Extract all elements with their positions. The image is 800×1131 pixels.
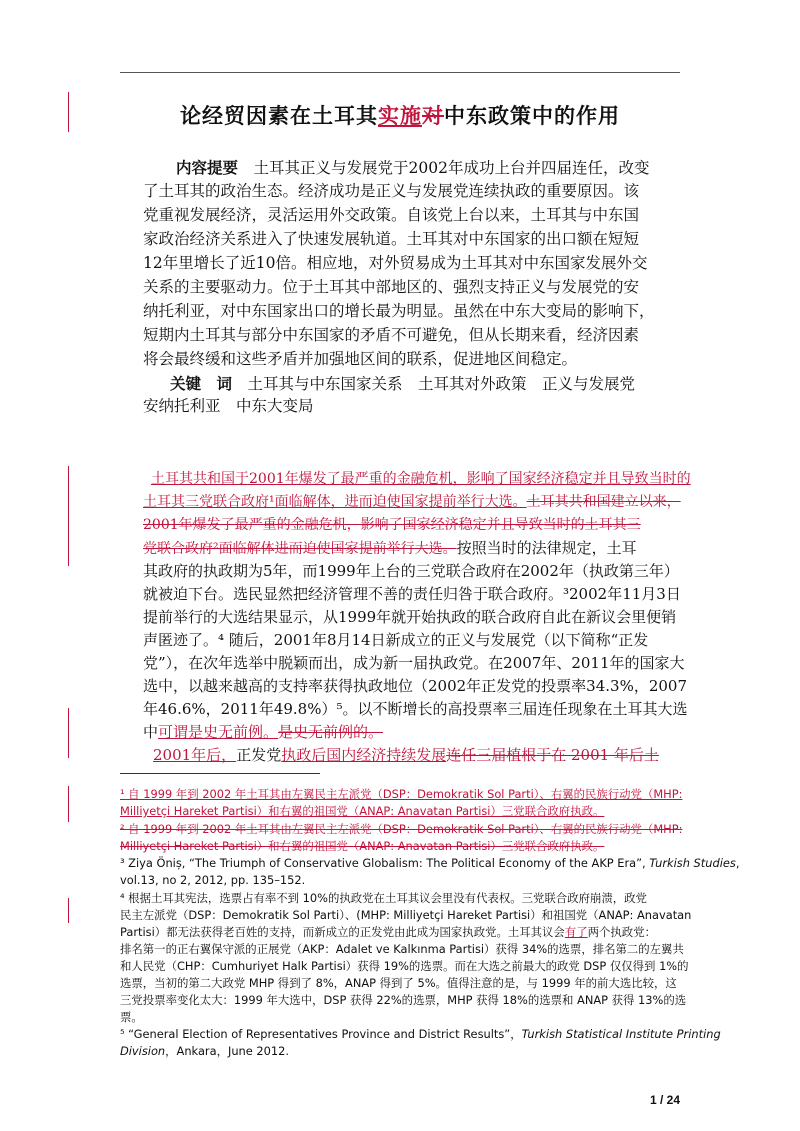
inserted-text: 2001年后， xyxy=(153,746,237,764)
deleted-text: 土耳其共和国建立以来， xyxy=(526,494,681,510)
footnote-3-text: ³ Ziya Öniș, “The Triumph of Conservative Globalism: The Political Economy of the AKP Era”, xyxy=(120,856,650,870)
inserted-text: 执政后国内经济持续发展 xyxy=(281,746,447,764)
body-text: 按照当时的法律规定，土耳 xyxy=(456,539,637,557)
footnote-separator xyxy=(120,773,320,774)
footnote-5-source: Turkish Statistical Institute Printing xyxy=(521,1027,721,1041)
keywords-label: 关键 词 xyxy=(170,374,233,393)
footnote-3-journal: Turkish Studies xyxy=(649,856,736,870)
footnote-4: Partisi）都无法获得老百姓的支持，而新成立的正发党由此成为国家执政党。土耳其议会 xyxy=(120,925,565,939)
body-line: 选中，以越来越高的支持率获得执政地位（2002年正发党的投票率34.3%，2007 xyxy=(143,677,688,695)
footnote-4: 排名第一的正右翼保守派的正展党（AKP：Adalet ve Kalkınma Partisi）获得 34%的选票，排名第二的左翼共 xyxy=(120,942,684,956)
title-deletion: 对 xyxy=(422,103,444,128)
body-line: 其政府的执政期为5年，而1999年上台的三党联合政府在2002年（执政第三年） xyxy=(143,562,679,580)
document-title xyxy=(120,100,680,130)
body-text: 正发党 xyxy=(236,746,282,764)
deleted-text: 2001年爆发了最严重的金融危机，影响了国家经济稳定并且导致当时的土耳其三 xyxy=(143,517,641,533)
footnote-4: 民主左派党（DSP：Demokratik Sol Parti）、(MHP: Milliyetçi Hareket Partisi）和祖国党（ANAP: Anavatan xyxy=(120,908,692,922)
footnote-2-deleted: ² 自 1999 年到 2002 年土耳其由左翼民主左派党（DSP：Demokratik Sol Parti）、右翼的民族行动党（MHP: xyxy=(120,822,683,836)
title-text: 论经贸因素在土耳其 xyxy=(180,103,378,128)
abstract-line: 了土耳其的政治生态。经济成功是正义与发展党连续执政的重要原因。该 xyxy=(143,182,640,200)
abstract-line: 12年里增长了近10倍。相应地，对外贸易成为土耳其对中东国家发展外交 xyxy=(143,254,648,272)
body-line: 党”），在次年选举中脱颖而出，成为新一届执政党。在2007年、2011年的国家大 xyxy=(143,654,685,672)
keywords xyxy=(143,372,683,422)
footnotes xyxy=(120,786,740,1058)
footnote-5-source: Division xyxy=(120,1044,166,1058)
change-bar xyxy=(68,786,69,822)
footnote-4: 选票，当初的第二大政党 MHP 得到了 8%，ANAP 得到了 5%。值得注意的是，与 1999 年的前大选比较，这 xyxy=(120,976,677,990)
footnote-4: 三党投票率变化太大：1999 年大选中，DSP 获得 22%的选票，MHP 获得 18%的选票和 ANAP 获得 13%的选 xyxy=(120,993,687,1007)
change-bar xyxy=(68,708,69,758)
abstract-line: 家政治经济关系进入了快速发展轨道。土耳其对中东国家的出口额在短短 xyxy=(143,230,640,248)
body-line: 声匿迹了。⁴ 随后，2001年8月14日新成立的正义与发展党（以下简称“正发 xyxy=(143,631,649,649)
footnote-3 xyxy=(120,855,739,872)
title-insertion: 实施 xyxy=(378,103,422,128)
footnote-1: Milliyetçi Hareket Partisi）和右翼的祖国党（ANAP: Anavatan Partisi）三党联合政府执政。 xyxy=(120,804,605,818)
inserted-text: 有了 xyxy=(564,925,588,939)
change-bar xyxy=(68,92,69,132)
footnote-5 xyxy=(120,1026,721,1043)
change-bar xyxy=(68,898,69,923)
abstract-line: 党重视发展经济，灵活运用外交政策。自该党上台以来，土耳其与中东国 xyxy=(143,206,640,224)
inserted-text: 可谓是史无前例。 xyxy=(158,723,279,741)
footnote-2-deleted: Milliyetçi Hareket Partisi）和右翼的祖国党（ANAP: Anavatan Partisi）三党联合政府执政。 xyxy=(120,839,605,853)
footnote-4: 票。 xyxy=(120,1010,143,1024)
footnote-1: ¹ 自 1999 年到 2002 年土耳其由左翼民主左派党（DSP：Demokratik Sol Parti）、右翼的民族行动党（MHP: xyxy=(120,787,683,801)
page-number: 1 / 24 xyxy=(649,1093,680,1107)
change-bar xyxy=(68,466,69,566)
keywords-text: 土耳其与中东国家关系 土耳其对外政策 正义与发展党 xyxy=(247,375,636,393)
inserted-text: 土耳其三党联合政府¹面临解体，进而迫使国家提前举行大选。 xyxy=(143,494,527,510)
deleted-text: 是史无前例的。 xyxy=(278,723,384,741)
footnote-3-comma: , xyxy=(735,856,740,870)
body-line: 提前举行的大选结果显示，从1999年就开始执政的联合政府自此在新议会里便销 xyxy=(143,608,677,626)
abstract-line: 短期内土耳其与部分中东国家的矛盾不可避免，但从长期来看，经济因素 xyxy=(143,326,640,344)
body-line: 就被迫下台。选民显然把经济管理不善的责任归咎于联合政府。³2002年11月3日 xyxy=(143,585,681,603)
footnote-5 xyxy=(120,1043,289,1060)
header-rule xyxy=(120,72,680,73)
abstract-line: 将会最终缓和这些矛盾并加强地区间的联系，促进地区间稳定。 xyxy=(143,350,578,368)
abstract-line: 纳托利亚，对中东国家出口的增长最为明显。虽然在中东大变局的影响下， xyxy=(143,302,655,320)
footnote-5-text: ，Ankara，June 2012. xyxy=(165,1044,290,1058)
footnote-5-text: ⁵ “General Election of Representatives Province and District Results”， xyxy=(120,1027,522,1041)
abstract-line: 土耳其正义与发展党于2002年成功上台并四届连任，改变 xyxy=(253,159,650,177)
inserted-text: 土耳其共和国于2001年爆发了最严重的金融危机，影响了国家经济稳定并且导致当时的 xyxy=(151,471,691,487)
abstract-label: 内容提要 xyxy=(176,158,239,177)
deleted-text: 连任三届植根于在 2001 年后土 xyxy=(446,746,659,764)
keywords-text: 安纳托利亚 中东大变局 xyxy=(143,397,314,415)
body-line: 年46.6%，2011年49.8%）⁵。以不断增长的高投票率三届连任现象在土耳其大选 xyxy=(143,700,688,718)
footnote-4: 两个执政党： xyxy=(587,925,656,939)
body-text: 中 xyxy=(143,723,159,741)
abstract-line: 关系的主要驱动力。位于土耳其中部地区的、强烈支持正义与发展党的安 xyxy=(143,278,640,296)
deleted-text: 党联合政府²面临解体进而迫使国家提前举行大选。 xyxy=(143,541,457,557)
footnote-4: 和人民党（CHP：Cumhuriyet Halk Partisi）获得 19%的选票。而在大选之前最大的政党 DSP 仅仅得到 1%的 xyxy=(120,959,689,973)
footnote-4: ⁴ 根据土耳其宪法，选票占有率不到 10%的执政党在土耳其议会里没有代表权。三党联合政府崩溃，政党 xyxy=(120,891,647,905)
title-text-end: 中东政策中的作用 xyxy=(444,103,620,128)
abstract xyxy=(143,156,683,366)
body-paragraph xyxy=(143,468,691,764)
footnote-3: vol.13, no 2, 2012, pp. 135–152. xyxy=(120,873,306,887)
